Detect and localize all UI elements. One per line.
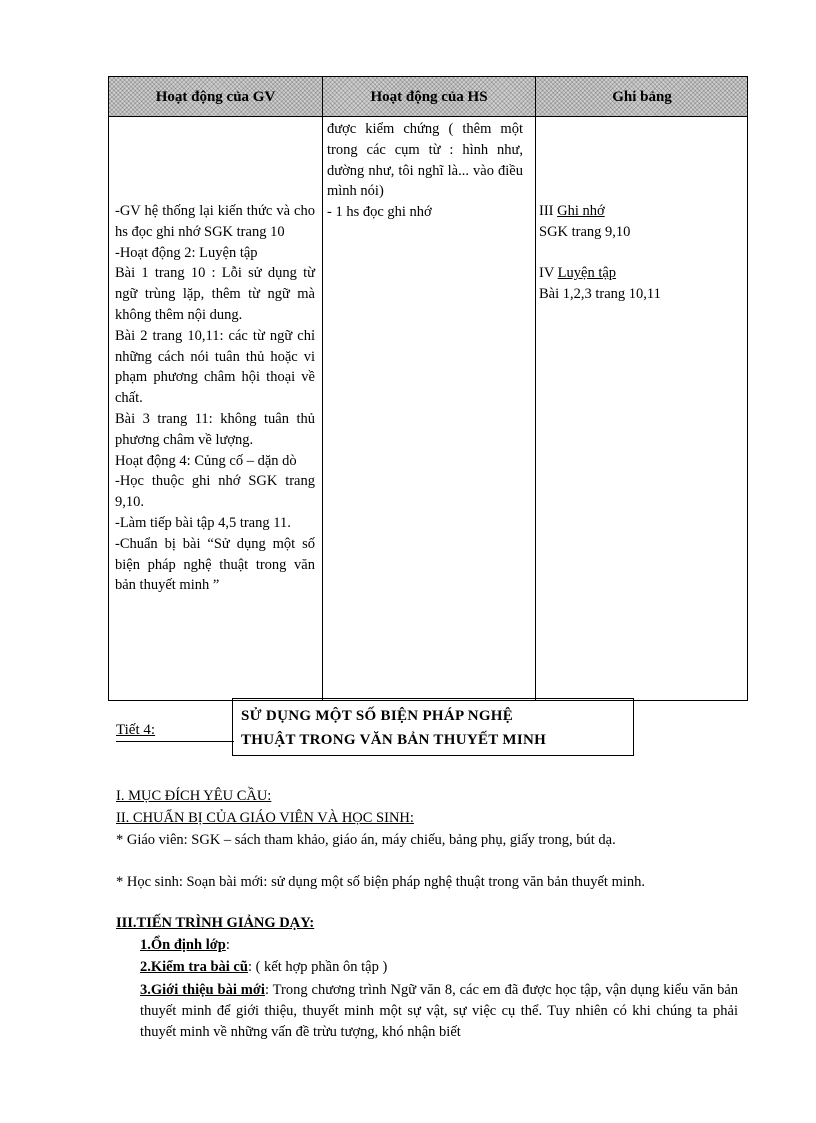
column-divider	[322, 77, 323, 700]
hs-column	[327, 119, 523, 223]
section-preparation: II. CHUẨN BỊ CỦA GIÁO VIÊN VÀ HỌC SINH:	[116, 810, 414, 826]
section-objectives: I. MỤC ĐÍCH YÊU CẦU:	[116, 788, 272, 804]
lesson-table	[108, 76, 748, 701]
student-preparation: * Học sinh: Soạn bài mới: sử dụng một số biện pháp nghệ thuật trong văn bản thuyết minh.	[116, 874, 646, 890]
luyen-tap-body: Bài 1,2,3 trang 10,11	[539, 286, 661, 303]
ghi-nho-title: Ghi nhớ	[557, 203, 605, 219]
step-3	[140, 980, 738, 1043]
lesson-title-line1: SỬ DỤNG MỘT SỐ BIỆN PHÁP NGHỆ	[241, 708, 514, 724]
header-gv: Hoạt động của GV	[155, 89, 276, 105]
gv-item: -Chuẩn bị bài “Sử dụng một số biện pháp nghệ thuật trong văn bản thuyết minh ”	[115, 535, 315, 594]
gv-item: -Làm tiếp bài tập 4,5 trang 11.	[115, 514, 291, 531]
lesson-title-box	[232, 698, 634, 756]
column-divider	[535, 77, 536, 700]
table-header	[109, 77, 747, 117]
luyen-tap-heading	[539, 263, 739, 284]
header-ghi-bang: Ghi bảng	[612, 89, 672, 105]
section-number: IV	[539, 265, 555, 282]
step-3-tail: : Trong chương trình Ngữ văn 8, các em đã được học tập, vận dụng kiểu văn bản thuyết minh để giới thiệu, thuyết minh một sự vật, sự việc cụ thể. Tuy nhiên có khi chúng ta phải thuyết minh về những vấn đề trừu tượng, khó nhận biết	[140, 982, 738, 1040]
teacher-preparation: * Giáo viên: SGK – sách tham khảo, giáo án, máy chiếu, bảng phụ, giấy trong, bút dạ.	[116, 832, 616, 848]
connector-line	[116, 741, 234, 742]
gv-column	[115, 201, 315, 596]
step-1-label: 1.Ổn định lớp	[140, 937, 226, 953]
ghi-bang-column	[539, 201, 739, 305]
ghi-nho-heading	[539, 201, 739, 222]
step-1	[140, 937, 230, 954]
gv-item: Bài 2 trang 10,11: các từ ngữ chỉ những cách nói tuân thủ hoặc vi phạm phương châm hội thoại về chất.	[115, 327, 315, 407]
hs-item: được kiểm chứng ( thêm một trong các cụm từ : hình như, dường như, tôi nghĩ là... vào điều mình nói)	[327, 121, 523, 200]
gv-item: Bài 3 trang 11: không tuân thủ phương châm về lượng.	[115, 410, 315, 448]
gv-item: -Học thuộc ghi nhớ SGK trang 9,10.	[115, 473, 315, 511]
step-1-tail: :	[225, 937, 230, 953]
gv-item: Hoạt động 4: Củng cố – dặn dò	[115, 452, 297, 469]
section-teaching-process: III.TIẾN TRÌNH GIẢNG DẠY:	[116, 915, 315, 931]
lesson-title-line2: THUẬT TRONG VĂN BẢN THUYẾT MINH	[241, 732, 547, 748]
step-2-label: 2.Kiểm tra bài cũ	[140, 959, 248, 975]
ghi-nho-body: SGK trang 9,10	[539, 223, 631, 240]
step-2-tail: : ( kết hợp phần ôn tập )	[247, 959, 388, 975]
gv-item: -GV hệ thống lại kiến thức và cho hs đọc ghi nhớ SGK trang 10	[115, 203, 315, 240]
hs-item: - 1 hs đọc ghi nhớ	[327, 204, 432, 221]
step-3-label: 3.Giới thiệu bài mới	[140, 982, 265, 998]
lesson-number: Tiết 4:	[116, 722, 156, 738]
gv-item: Bài 1 trang 10 : Lỗi sử dụng từ ngữ trùng lặp, thêm từ ngữ mà không thêm nội dung.	[115, 265, 315, 323]
gv-item: -Hoạt động 2: Luyện tập	[115, 244, 258, 261]
luyen-tap-title: Luyện tập	[557, 265, 617, 282]
step-2	[140, 959, 387, 976]
section-number: III	[539, 203, 554, 219]
header-hs: Hoạt động của HS	[370, 89, 488, 105]
